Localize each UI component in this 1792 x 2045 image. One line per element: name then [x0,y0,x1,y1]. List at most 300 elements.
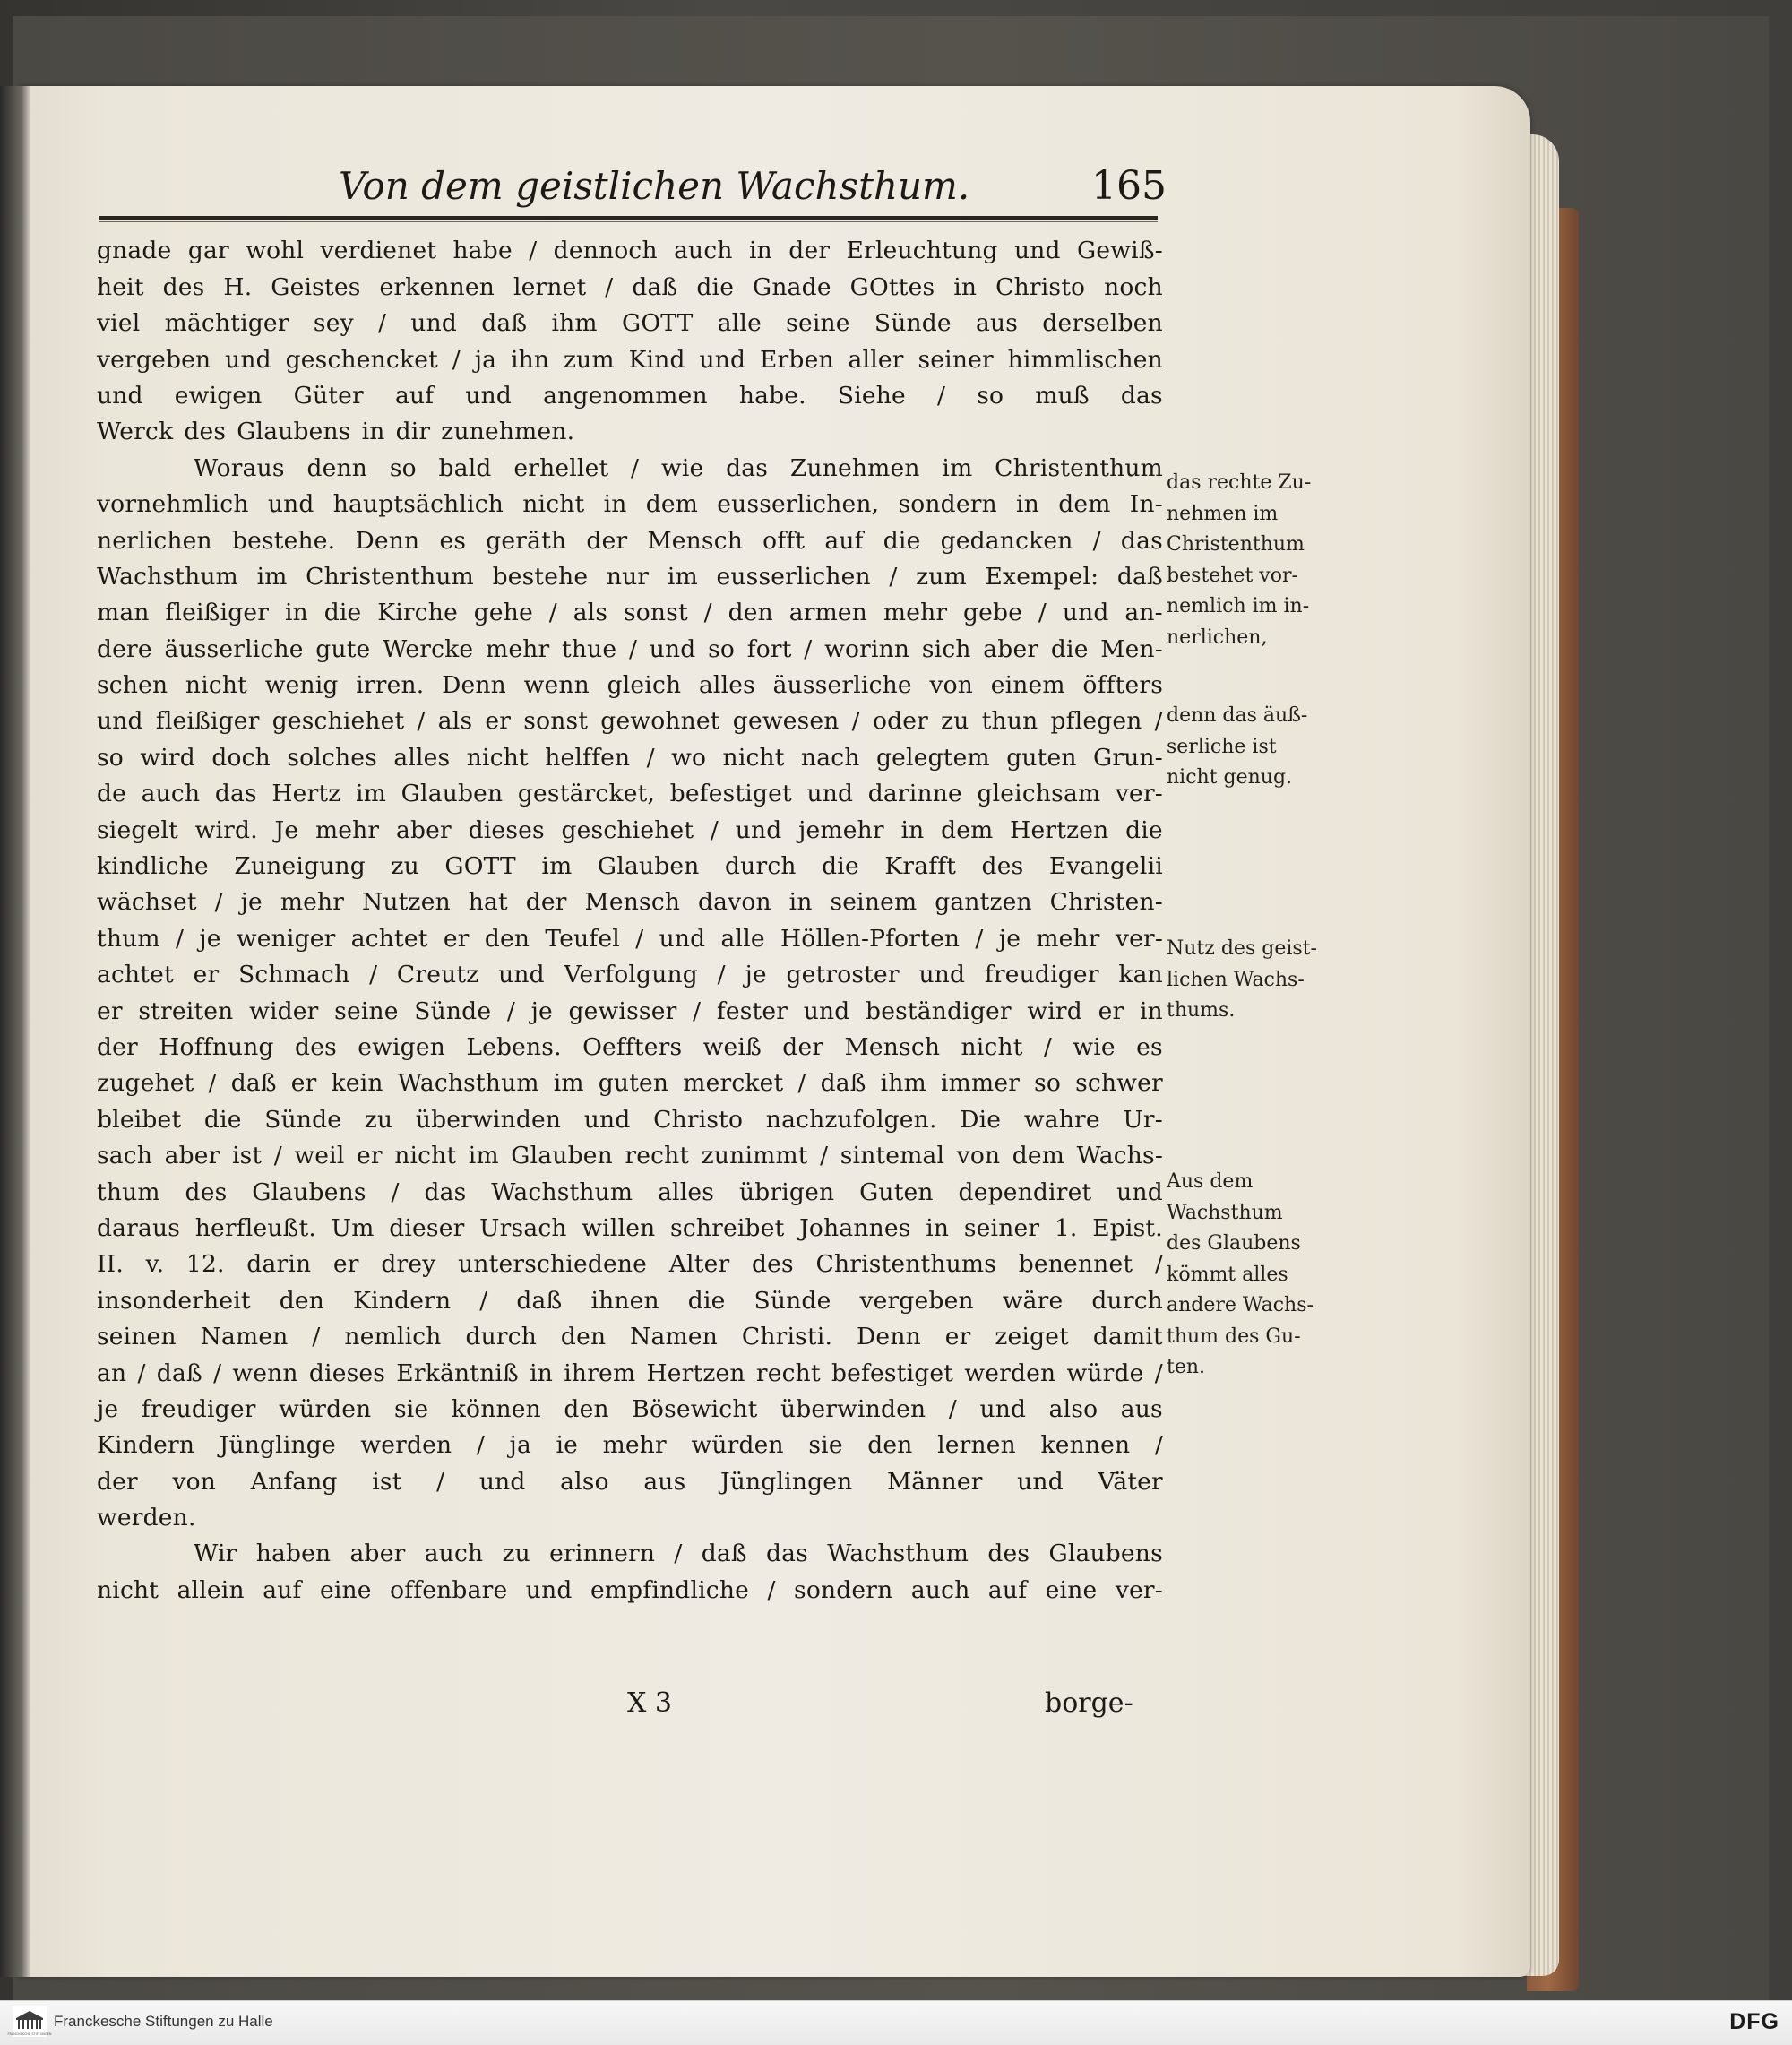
text-line [97,772,1163,807]
word: Verfolgung [564,961,698,989]
text-line [97,410,1163,445]
word: daß [230,1069,277,1098]
text-line [97,337,1163,373]
word: auf [263,1575,302,1604]
word: offt [762,526,806,555]
word: und [1013,237,1061,265]
dfg-logo[interactable]: DFG [1729,2009,1779,2034]
word: zu [364,1105,393,1134]
word: beständiger [866,997,1012,1025]
word: im [667,562,698,591]
institution-logo-icon[interactable] [7,2006,52,2037]
word: Glaubens [252,1178,366,1206]
word: / [175,924,185,953]
word: wie [660,453,704,482]
word: er [332,1250,359,1279]
word: zum [563,345,615,374]
text-line [97,663,1163,699]
word: wider [249,997,319,1025]
word: die [696,272,735,301]
word: verdienet [320,237,437,265]
word: sie [393,1394,429,1423]
word: Männer [886,1467,983,1496]
word: werden [360,1431,452,1460]
word: hat [468,888,508,917]
word: er [193,961,220,989]
word: 1. [1054,1213,1078,1242]
word: darinne [867,780,962,808]
word: gleich [607,671,682,700]
word: ihnen [590,1286,659,1315]
word: irren. [356,671,425,700]
word: Hertzen [1010,815,1109,844]
word: thun [981,707,1038,736]
word: also [1048,1394,1098,1423]
word: Sünde [414,997,492,1025]
word: die [1050,634,1089,663]
word: noch [1104,272,1163,301]
word: willen [582,1213,656,1242]
margin-note-line: nehmen im [1167,502,1279,525]
word: / [548,599,557,627]
word: sintemal [840,1142,945,1170]
word: Nutzen [362,888,451,917]
word: als [573,599,608,627]
word: öffters [1082,671,1163,700]
word: der [586,526,628,555]
word: recht [755,1359,821,1387]
word: nicht [185,671,248,700]
word: herfleußt. [194,1213,316,1242]
word: des [184,418,227,446]
word: Jünglingen [719,1467,853,1496]
word: thue [562,634,617,663]
word: Wachsthum [491,1178,633,1206]
word: daß [156,1359,202,1387]
word: gedancken [940,526,1073,555]
word: und [979,1394,1027,1423]
word: bald [438,453,492,482]
word: Wachsthum [827,1540,969,1568]
word: ihm [551,309,598,338]
word: dependiret [958,1178,1092,1206]
word: recht [625,1142,690,1170]
word: mercket [683,1069,784,1098]
word: in [284,599,308,627]
word: ja [509,1431,531,1460]
margin-note-4 [1167,1167,1355,1384]
word: und [1116,1178,1163,1206]
word: dem [645,490,699,519]
word: Güter [293,381,364,410]
word: Woraus [194,453,285,482]
word: Christenthum [995,453,1163,482]
word: weiß [702,1032,762,1061]
word: in [530,1359,554,1387]
word: Wir [194,1540,237,1568]
word: dem [1012,1142,1065,1170]
word: befestiget [669,780,792,808]
word: GOTT [444,852,516,881]
word: / [693,997,702,1025]
word: schwer [1075,1069,1163,1098]
word: den [484,924,530,953]
word: / [417,707,426,736]
word: und [1017,1467,1064,1496]
word: je [97,1394,119,1423]
word: / [948,1394,957,1423]
word: / [476,1431,485,1460]
word: und [649,634,696,663]
word: daß [516,1286,563,1315]
word: Hertzen [646,1359,745,1387]
word: in [748,237,772,265]
word: Wercke [383,634,474,663]
word: wächset [97,888,197,917]
word: den [867,1431,913,1460]
word: geschencket [285,345,438,374]
word: die [687,1286,726,1315]
word: Christi. [741,1323,833,1351]
word: seiner [918,345,994,374]
text-line [97,1496,1163,1532]
text-line [97,1459,1163,1495]
margin-note-line: nicht genug. [1167,766,1293,789]
word: seiner [963,1213,1040,1242]
word: Bösewicht [632,1394,758,1423]
word: aus [976,309,1019,338]
word: die [203,1105,242,1134]
word: Kind [628,345,685,374]
word: der [782,1032,824,1061]
word: offenbare [390,1575,508,1604]
word: Grun- [1093,743,1163,772]
word: bestehe. [231,526,336,555]
word: guten [598,1069,669,1098]
word: er [443,924,470,953]
word: Teufel [545,924,620,953]
word: sich [921,634,971,663]
word: / [208,1069,217,1098]
word: einem [990,671,1065,700]
word: geräth [486,526,567,555]
text-line [97,445,1163,481]
word: und [735,815,782,844]
word: Denn [442,671,506,700]
text-line [97,1423,1163,1459]
word: als [437,707,473,736]
word: daß [1116,562,1163,591]
word: Epist. [1092,1213,1163,1242]
word: ihn [510,345,550,374]
text-line [97,1025,1163,1061]
word: Alter [668,1250,730,1279]
word: / [717,961,726,989]
word: Namen [630,1323,718,1351]
word: auch [910,1575,970,1604]
text-line [97,591,1163,626]
word: armen [788,599,868,627]
word: so [708,634,736,663]
word: im [356,780,387,808]
word: fester [716,997,788,1025]
word: Siehe [837,381,906,410]
word: er [944,1323,971,1351]
margin-note-line: kömmt alles [1167,1263,1288,1286]
word: gewohnet [600,707,720,736]
word: und [97,381,143,410]
word: daß [701,1540,747,1568]
word: In- [1129,490,1163,519]
word: / [369,961,378,989]
margin-note-line: andere Wachs- [1167,1294,1314,1316]
word: er [485,707,512,736]
institution-name[interactable]: Franckesche Stiftungen zu Halle [54,2013,273,2030]
word: haben [255,1540,332,1568]
word: Evangelii [1048,852,1163,881]
text-line [97,916,1163,952]
word: nur [606,562,650,591]
word: äusserliche [772,671,912,700]
word: wo [671,743,707,772]
margin-note-line: Aus dem [1167,1170,1254,1193]
word: pflegen [1050,707,1142,736]
word: Denn [355,526,420,555]
word: zunimmt [701,1142,808,1170]
word: / [851,707,860,736]
word: schen [97,671,168,700]
margin-note-line: nerlichen, [1167,626,1268,649]
word: zugehet [97,1069,194,1098]
word: würden [691,1431,784,1460]
word: durch [1091,1286,1163,1315]
word: vergeben [97,345,211,374]
text-line [97,880,1163,916]
word: kindliche [97,852,209,881]
word: den [560,1323,607,1351]
running-title: Von dem geistlichen Wachsthum. [339,164,970,208]
word: zu [391,852,419,881]
word: überwinden [780,1394,926,1423]
word: getroster [786,961,900,989]
word: wird [1027,997,1082,1025]
word: und [918,961,966,989]
word: / [889,562,898,591]
word: streiten [138,997,234,1025]
word: / [703,599,712,627]
word: seine [786,309,850,338]
word: ewigen [358,1032,445,1061]
word: Glauben [511,1142,613,1170]
word: sondern [794,1575,893,1604]
word: je [530,997,553,1025]
word: gar [187,237,229,265]
word: thum [97,1178,160,1206]
word: nicht [97,1575,159,1604]
word: an [97,1359,127,1387]
word: Die [960,1105,1002,1134]
word: von [956,1142,1001,1170]
word: thum [97,924,160,953]
body-text [97,229,1163,1604]
word: lernet [513,272,587,301]
text-line [97,1134,1163,1169]
word: habe [452,237,513,265]
word: aber [983,634,1039,663]
margin-note-line: thum des Gu- [1167,1325,1301,1348]
word: daraus [97,1213,181,1242]
word: ver- [1115,1575,1163,1604]
word: durch [465,1323,538,1351]
word: Erkäntniß [396,1359,519,1387]
word: doch [211,743,271,772]
text-line [97,1532,1163,1567]
word: also [560,1467,609,1496]
word: / [391,1178,400,1206]
word: / [797,1069,806,1098]
word: in [1139,997,1163,1025]
word: des [987,1540,1030,1568]
word: von [929,671,974,700]
word: der [525,888,567,917]
word: Lebens. [466,1032,562,1061]
word: allein [177,1575,245,1604]
word: im [468,1142,499,1170]
word: so [97,743,124,772]
word: / [674,1540,683,1568]
word: im [553,1069,584,1098]
word: gantzen [935,888,1032,917]
word: solches [287,743,377,772]
word: seinen [97,1323,177,1351]
word: nicht [722,743,785,772]
word: Zunehmen [789,453,920,482]
text-line [97,1061,1163,1097]
word: aber [164,1142,220,1170]
word: angenommen [543,381,708,410]
word: sonst [523,707,589,736]
header-rule [99,216,1158,220]
word: schreibet [670,1213,785,1242]
word: und [659,924,706,953]
word: Ur- [1123,1105,1163,1134]
word: zunehmen. [441,418,575,446]
word: davon [698,888,771,917]
word: Werck [97,418,174,446]
word: eusserlichen, [717,490,880,519]
word: die [323,599,362,627]
word: eusserlichen [716,562,871,591]
word: und [498,961,545,989]
word: / [1038,599,1047,627]
word: H. [223,272,253,301]
word: / [529,237,538,265]
word: in [953,272,978,301]
word: Wachsthum [97,562,238,591]
word: eine [319,1575,372,1604]
word: ist [372,1467,402,1496]
text-line [97,953,1163,988]
word: / [820,1142,829,1170]
word: / [646,743,655,772]
word: kennen [1040,1431,1131,1460]
text-line [97,988,1163,1024]
word: den [728,599,773,627]
word: / [506,997,515,1025]
word: fleißiger [165,599,270,627]
word: vergeben [859,1286,974,1315]
word: hauptsächlich [332,490,504,519]
word: und [699,345,746,374]
word: Mensch [647,526,744,555]
word: sonst [623,599,688,627]
word: Sünde [264,1105,342,1134]
footer-bar [0,2000,1792,2045]
margin-note-line: bestehet vor- [1167,564,1298,587]
word: drey [381,1250,436,1279]
word: / [605,272,614,301]
word: des [751,1250,794,1279]
word: derselben [1042,309,1163,338]
word: mehr [1036,924,1100,953]
word: geschiehet [561,815,694,844]
word: gestärcket, [517,780,656,808]
word: Johannes [799,1213,911,1242]
word: auf [395,381,435,410]
word: fleißiger [155,707,260,736]
margin-note-line: lichen Wachs- [1167,968,1305,991]
word: damit [1092,1323,1163,1351]
word: gute [315,634,371,663]
word: / [1154,1431,1163,1460]
word: man [97,599,150,627]
word: und [465,381,513,410]
word: / [628,634,638,663]
word: Sünde [754,1286,831,1315]
word: sie [808,1431,843,1460]
word: seine [334,997,399,1025]
text-line [97,1350,1163,1386]
word: Oeffters [582,1032,683,1061]
word: darin [246,1250,312,1279]
word: aus [643,1467,686,1496]
word: eine [1045,1575,1098,1604]
word: im [942,453,973,482]
word: viel [97,309,141,338]
word: Je [274,815,299,844]
word: Schmach [238,961,350,989]
word: nach [801,743,860,772]
word: GOttes [849,272,935,301]
word: in [900,815,925,844]
word: des [295,1032,337,1061]
word: Guten [859,1178,934,1206]
word: so [1034,1069,1062,1098]
word: Gnade [753,272,831,301]
word: dem [1058,490,1111,519]
word: die [1125,815,1163,844]
margin-note-line: serliche ist [1167,735,1277,758]
text-line [97,807,1163,843]
word: erhellet [513,453,609,482]
word: so [389,453,417,482]
word: Anfang [250,1467,338,1496]
catchword: borge- [1045,1687,1133,1719]
text-line [97,301,1163,337]
word: wird. [194,815,258,844]
word: und [525,1575,573,1604]
word: ihm [880,1069,926,1098]
